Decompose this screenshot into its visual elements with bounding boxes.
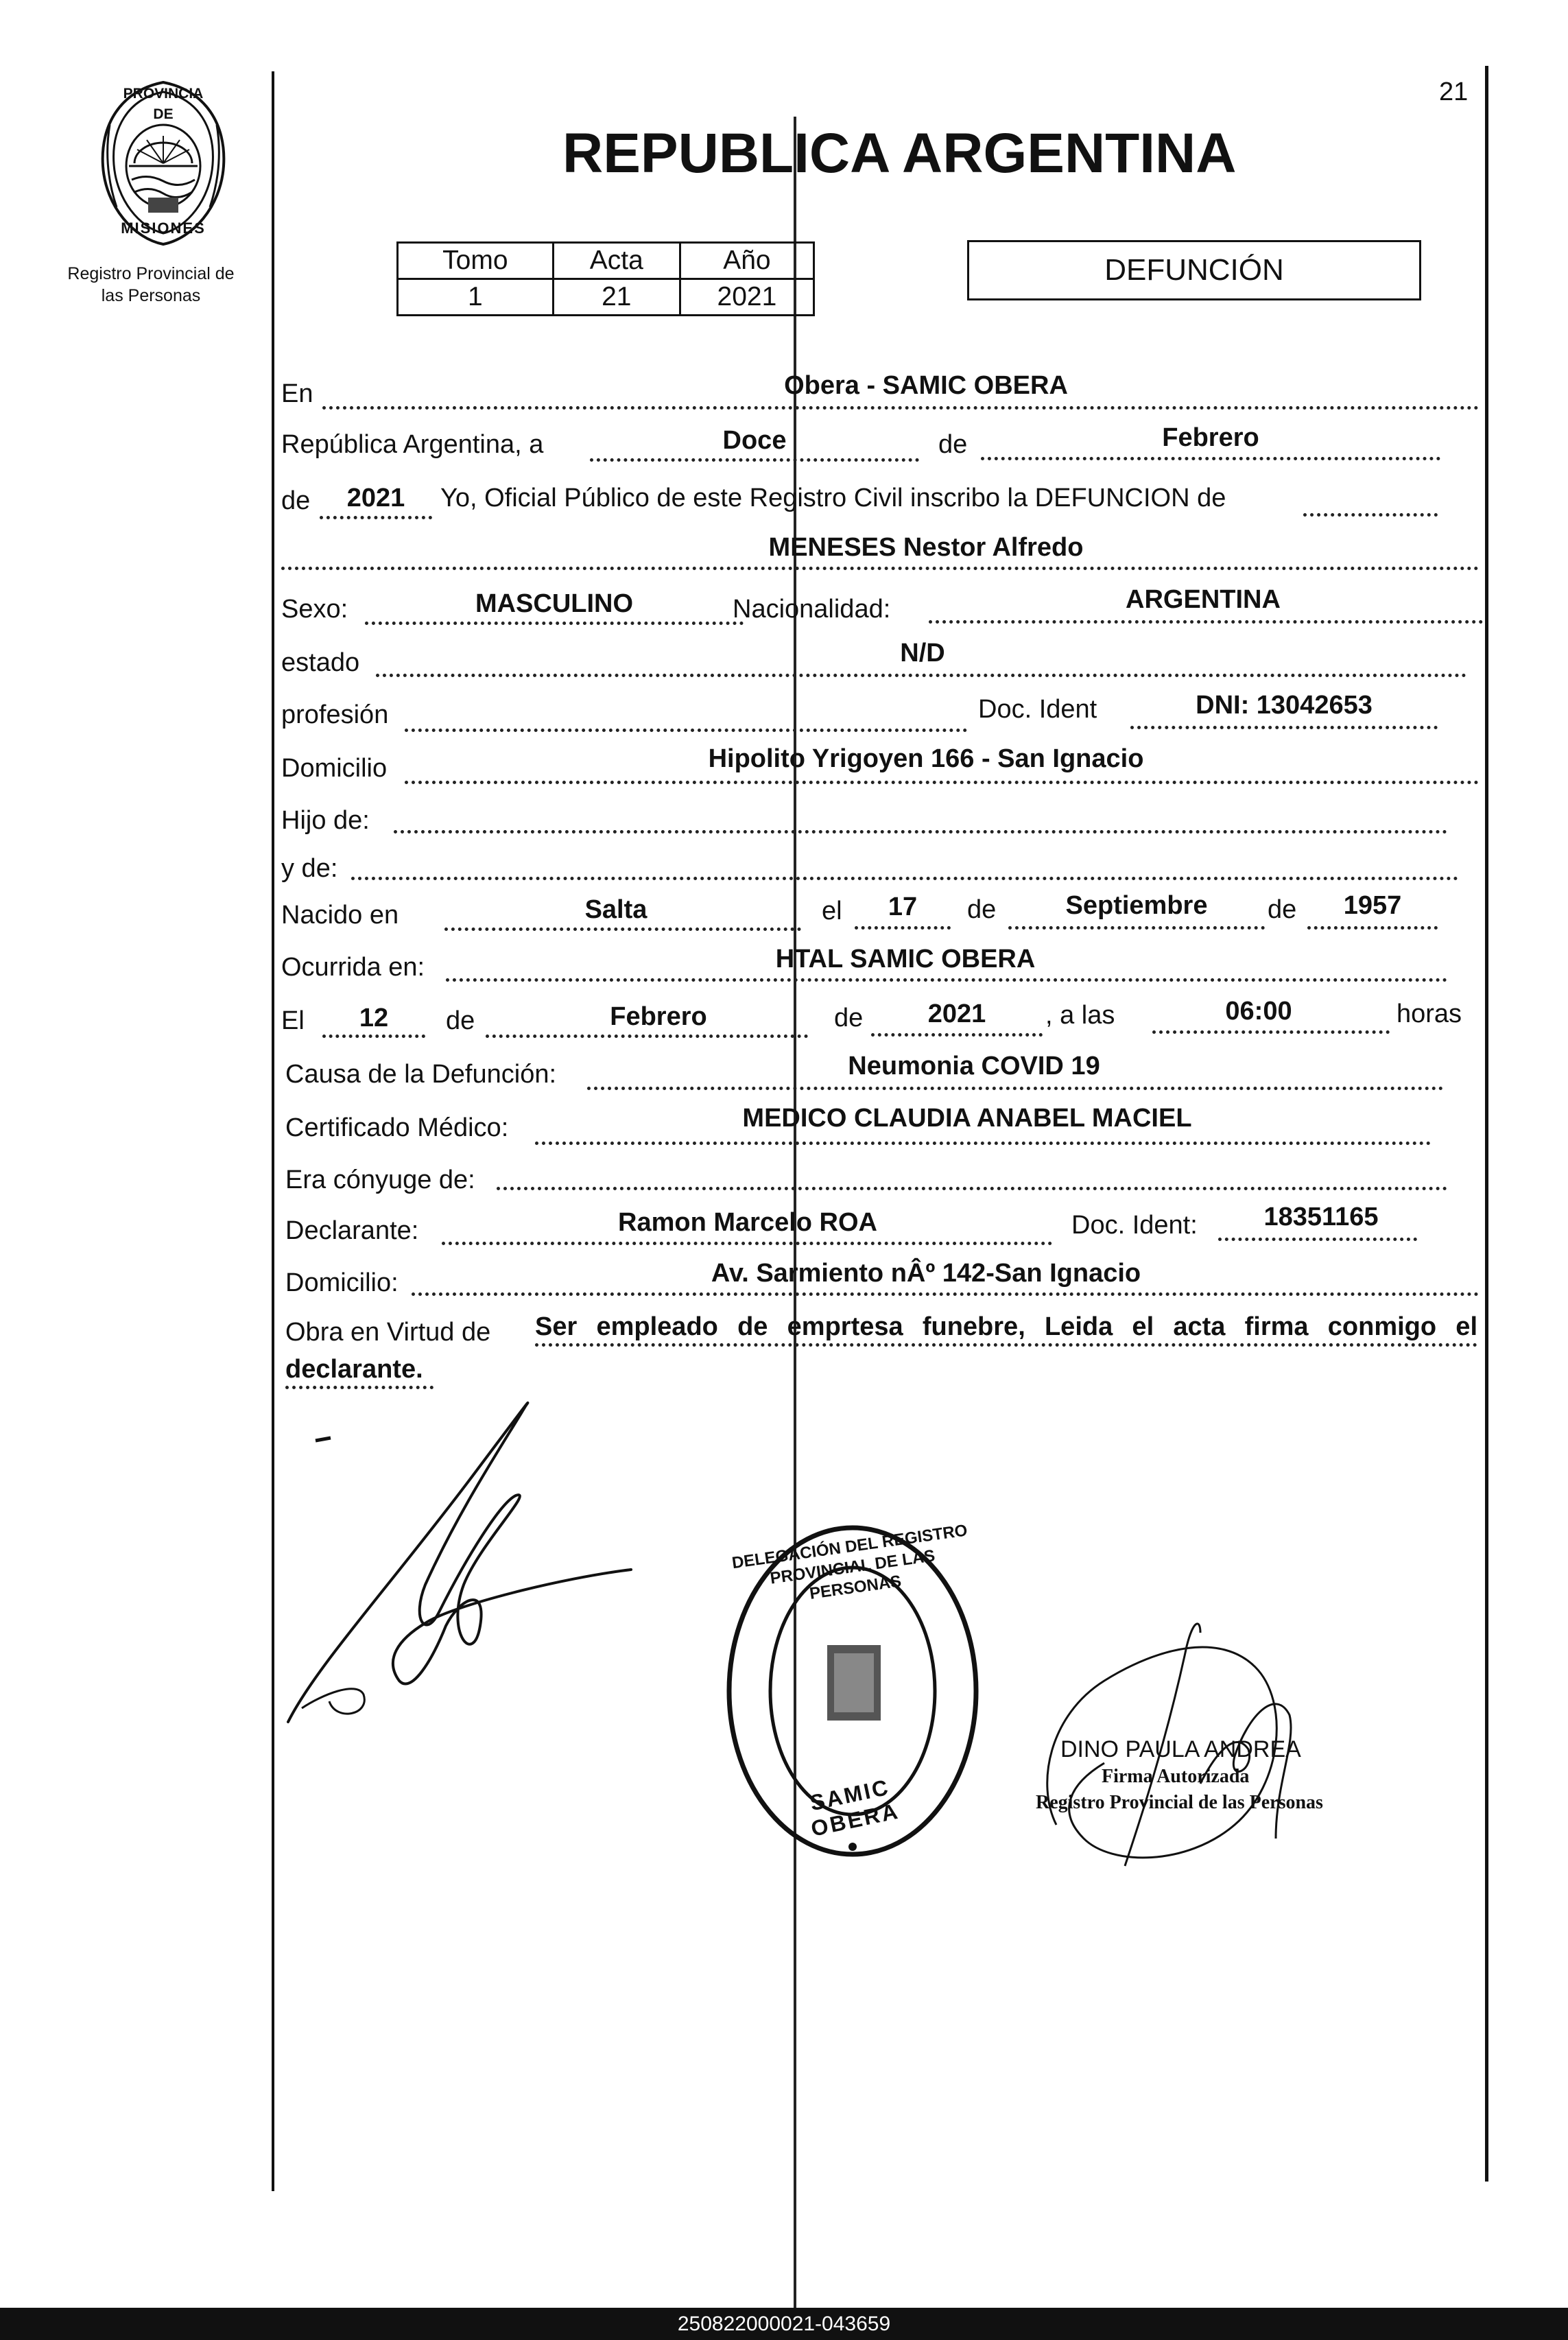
en-label: En [281,379,313,408]
muerte-de2-label: de [834,1004,864,1032]
estado-label: estado [281,648,360,677]
nacido-de2-label: de [1268,895,1297,924]
declarant-signature [274,1379,658,1749]
causa-value: Neumonia COVID 19 [848,1052,1100,1080]
official-signature [1029,1578,1344,1880]
yde-line [351,877,1458,880]
nacido-lugar-value: Salta [584,895,648,924]
hora-line [1152,1030,1390,1034]
hora-value: 06:00 [1225,997,1292,1026]
yde-label: y de: [281,854,338,883]
domicilio-label: Domicilio [281,754,388,783]
certificado-line [535,1142,1431,1145]
doc-ident-value: DNI: 13042653 [1196,691,1373,720]
nacido-mes-value: Septiembre [1065,891,1208,920]
record-table-header: Año [680,243,813,279]
muerte-dia-line [322,1035,425,1038]
domicilio-line [405,781,1479,784]
muerte-dia-value: 12 [359,1004,389,1032]
obra-line [535,1343,1477,1347]
domicilio2-label: Domicilio: [285,1268,399,1297]
declarante-line [442,1242,1052,1245]
seal-top-text: PROVINCIA DE [123,86,204,122]
profesion-label: profesión [281,700,389,729]
left-margin-line [272,71,274,2191]
nacionalidad-value: ARGENTINA [1126,585,1281,614]
nacionalidad-line [929,620,1483,624]
ocurrida-label: Ocurrida en: [281,953,425,982]
doc-ident-label: Doc. Ident [978,695,1097,724]
anio-line [320,516,432,519]
nacionalidad-label: Nacionalidad: [733,595,891,624]
mes-line [981,457,1440,460]
certificado-label: Certificado Médico: [285,1113,509,1142]
causa-line [587,1087,1443,1090]
declarante-doc-line [1218,1238,1417,1241]
page-title: REPUBLICA ARGENTINA [562,122,1237,185]
sexo-line [365,622,744,625]
muerte-mes-value: Febrero [610,1002,707,1031]
horas-label: horas [1397,1000,1462,1028]
inscribo-tail-line [1303,513,1438,517]
official-office: Registro Provincial de las Personas [1036,1792,1323,1813]
hijo-label: Hijo de: [281,806,370,835]
nacido-dia-line [855,926,951,930]
registry-seal [89,77,237,248]
official-role: Firma Autorizada [1102,1766,1250,1787]
muerte-mes-line [486,1035,808,1038]
muerte-anio-value: 2021 [927,1000,986,1028]
de-label: de [938,430,968,459]
footer-id: 250822000021-043659 [0,2308,1568,2340]
profesion-line [405,729,967,732]
domicilio-value: Hipolito Yrigoyen 166 - San Ignacio [708,744,1144,773]
record-table-cell: 2021 [680,279,813,316]
domicilio2-line [412,1292,1479,1296]
estado-value: N/D [900,639,945,667]
page-number: 21 [1439,78,1469,106]
declarante-doc-label: Doc. Ident: [1071,1211,1198,1240]
domicilio2-value: Av. Sarmiento nÂº 142-San Ignacio [711,1259,1141,1288]
el-label: el [822,897,842,925]
declarante-label: Declarante: [285,1216,419,1245]
record-type-box: DEFUNCIÓN [967,240,1421,300]
obra-label: Obra en Virtud de [285,1318,491,1347]
el2-label: El [281,1006,305,1035]
anio-value: 2021 [346,484,405,512]
muerte-de1-label: de [446,1006,475,1035]
muerte-anio-line [871,1033,1043,1037]
certificado-value: MEDICO CLAUDIA ANABEL MACIEL [742,1104,1192,1133]
en-value: Obera - SAMIC OBERA [784,371,1068,400]
record-table [396,241,815,316]
hijo-line [394,830,1447,834]
conyuge-line [497,1187,1447,1190]
ocurrida-line [446,978,1447,982]
mes-value: Febrero [1162,423,1259,452]
republica-label: República Argentina, a [281,430,544,459]
stamp-inner-text: SAMIC OBERA [807,1774,902,1841]
sexo-value: MASCULINO [475,589,634,618]
record-table-cell: 21 [553,279,680,316]
conyuge-label: Era cónyuge de: [285,1166,475,1194]
sexo-label: Sexo: [281,595,348,624]
nacido-anio-line [1307,926,1438,930]
stamp-outer-text: DELEGACIÓN DEL REGISTRO PROVINCIAL DE LAS PERSONAS [730,1521,969,1603]
nacido-lugar-line [444,927,801,931]
official-stamp [719,1516,986,1866]
ocurrida-value: HTAL SAMIC OBERA [775,945,1036,973]
declarante-doc-value: 18351165 [1263,1203,1379,1231]
record-table-header: Acta [553,243,680,279]
nacido-mes-line [1008,926,1265,930]
de2-label: de [281,486,311,515]
nacido-dia-value: 17 [888,893,918,921]
dia-value: Doce [722,426,787,455]
record-table-header: Tomo [398,243,554,279]
registry-label-line1: Registro Provincial de [67,264,235,283]
nacido-label: Nacido en [281,901,399,930]
nacido-de1-label: de [967,895,997,924]
alas-label: , a las [1045,1001,1115,1030]
obra-value-line2: declarante. [285,1355,423,1384]
official-name: DINO PAULA ANDREA [1060,1736,1301,1762]
declarante-value: Ramon Marcelo ROA [618,1208,877,1237]
nombre-value: MENESES Nestor Alfredo [768,533,1084,562]
record-table-cell: 1 [398,279,554,316]
right-margin-line [1485,66,1488,2182]
doc-ident-line [1130,726,1438,729]
seal-bottom-text: MISIONES [121,220,206,237]
nombre-line [281,567,1479,570]
causa-label: Causa de la Defunción: [285,1060,557,1089]
registry-label-line2: las Personas [101,286,201,305]
inscribo-text: Yo, Oficial Público de este Registro Civil inscribo la DEFUNCION de [440,484,1226,512]
estado-line [376,674,1466,677]
obra-value-line1: Ser empleado de emprtesa funebre, Leida el acta firma conmigo el [535,1312,1477,1341]
dia-line [590,458,919,462]
en-line [322,406,1479,410]
nacido-anio-value: 1957 [1343,891,1402,920]
